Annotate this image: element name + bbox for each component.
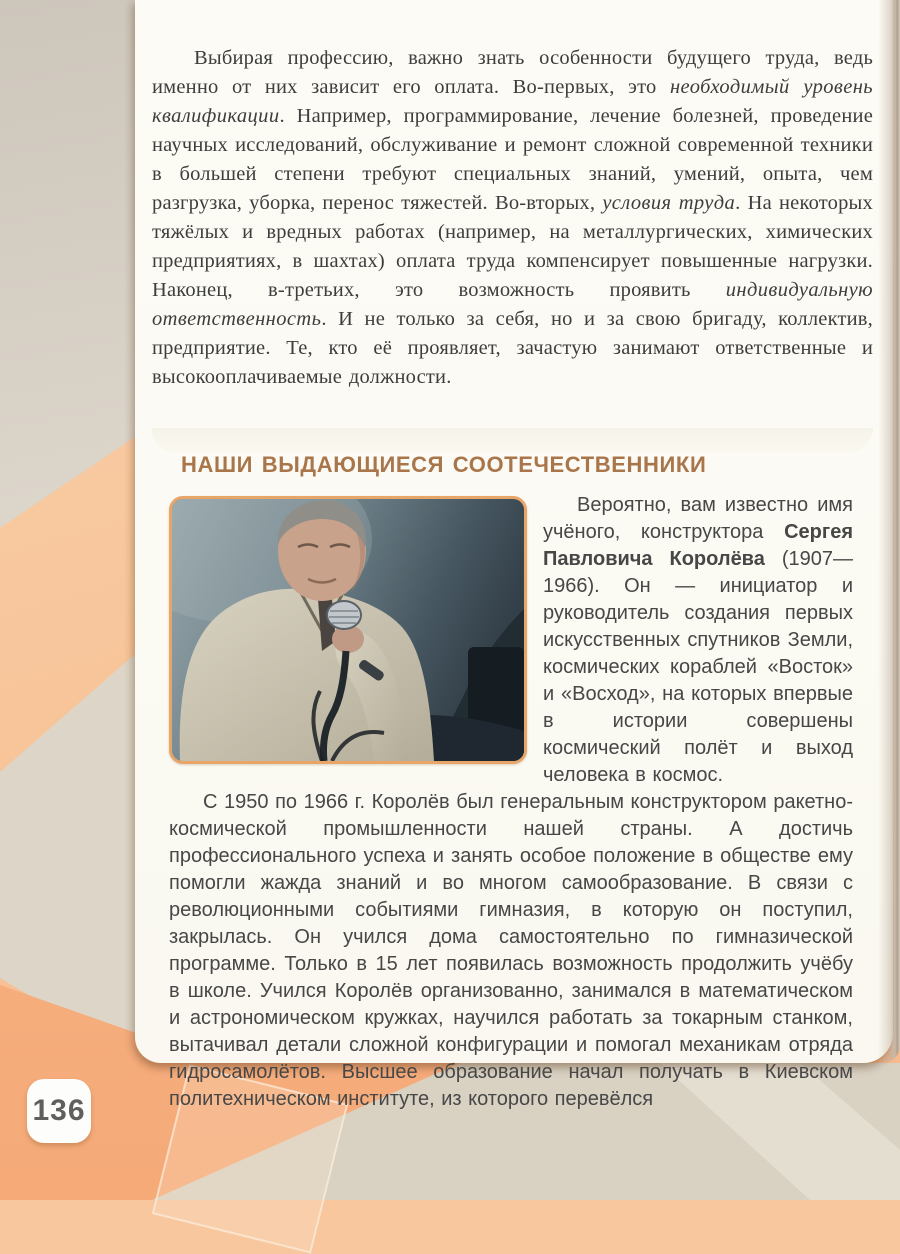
textbook-page	[135, 0, 893, 1110]
korolev-portrait-illustration	[172, 499, 524, 761]
intro-text: . На некоторых тяжёлых и вредных работах (например, на металлургических, химических предприятиях, в шахтах) оплата труда компенсирует повышенные нагрузки. Наконец, в-третьих, это возможность проявить	[152, 192, 873, 301]
intro-text: . И не только за себя, но и за свою бригаду, коллектив, предприятие. Те, кто её проявляет, зачастую занимают ответственные и высокооплачиваемые должности.	[152, 308, 873, 388]
intro-text: Выбирая профессию, важно знать особенности будущего труда, ведь именно от них зависит его оплата. Во-первых, это	[152, 47, 873, 98]
korolev-bio	[169, 492, 853, 1113]
intro-paragraph	[152, 44, 873, 392]
korolev-name-bold: Сергея Павловича Королёва	[543, 521, 853, 570]
intro-italic-responsibility: индивидуальную ответственность	[152, 279, 873, 330]
section-heading: НАШИ ВЫДАЮЩИЕСЯ СООТЕЧЕСТВЕННИКИ	[181, 452, 707, 477]
korolev-paragraph-2: С 1950 по 1966 г. Королёв был генеральным конструктором ракетно-космической промышленности нашей страны. А достичь профессионального успеха и занять особое положение в обществе ему помогли жажда знаний и во многом самообразование. В связи с революционными событиями гимназия, в которую он поступил, закрылась. Он учился дома самостоятельно по гимназической программе. Только в 15 лет появилась возможность продолжить учёбу в школе. Учился Королёв организованно, занимался в математическом и астрономическом кружках, научился работать за токарным станком, вытачивал детали сложной конфигурации и помогал механикам отряда гидросамолётов. Высшее образование начал получать в Киевском политехническом институте, из которого перевёлся	[169, 791, 853, 1110]
intro-text: . Например, программирование, лечение болезней, проведение научных исследований, обслуживание и ремонт сложной современной техники в большей степени требуют специальных знаний, умений, опыта, чем разгрузка, уборка, перенос тяжестей. Во-вторых,	[152, 105, 873, 214]
bio-text: Вероятно, вам известно имя учёного, конструктора	[543, 494, 853, 543]
page-content	[152, 0, 873, 1110]
page-right-edge	[878, 0, 900, 1063]
compatriots-section	[152, 428, 873, 1110]
korolev-photo	[169, 496, 527, 764]
intro-italic-qualification: необходимый уровень квалификации	[152, 76, 873, 127]
intro-italic-conditions: условия труда	[602, 192, 736, 214]
page-number-badge: 136	[27, 1079, 91, 1143]
bio-text: (1907—1966). Он — инициатор и руководитель создания первых искусственных спутников Земли, космических кораблей «Восток» и «Восход», на которых впервые в истории совершены космический полёт и выход человека в космос.	[543, 548, 853, 786]
